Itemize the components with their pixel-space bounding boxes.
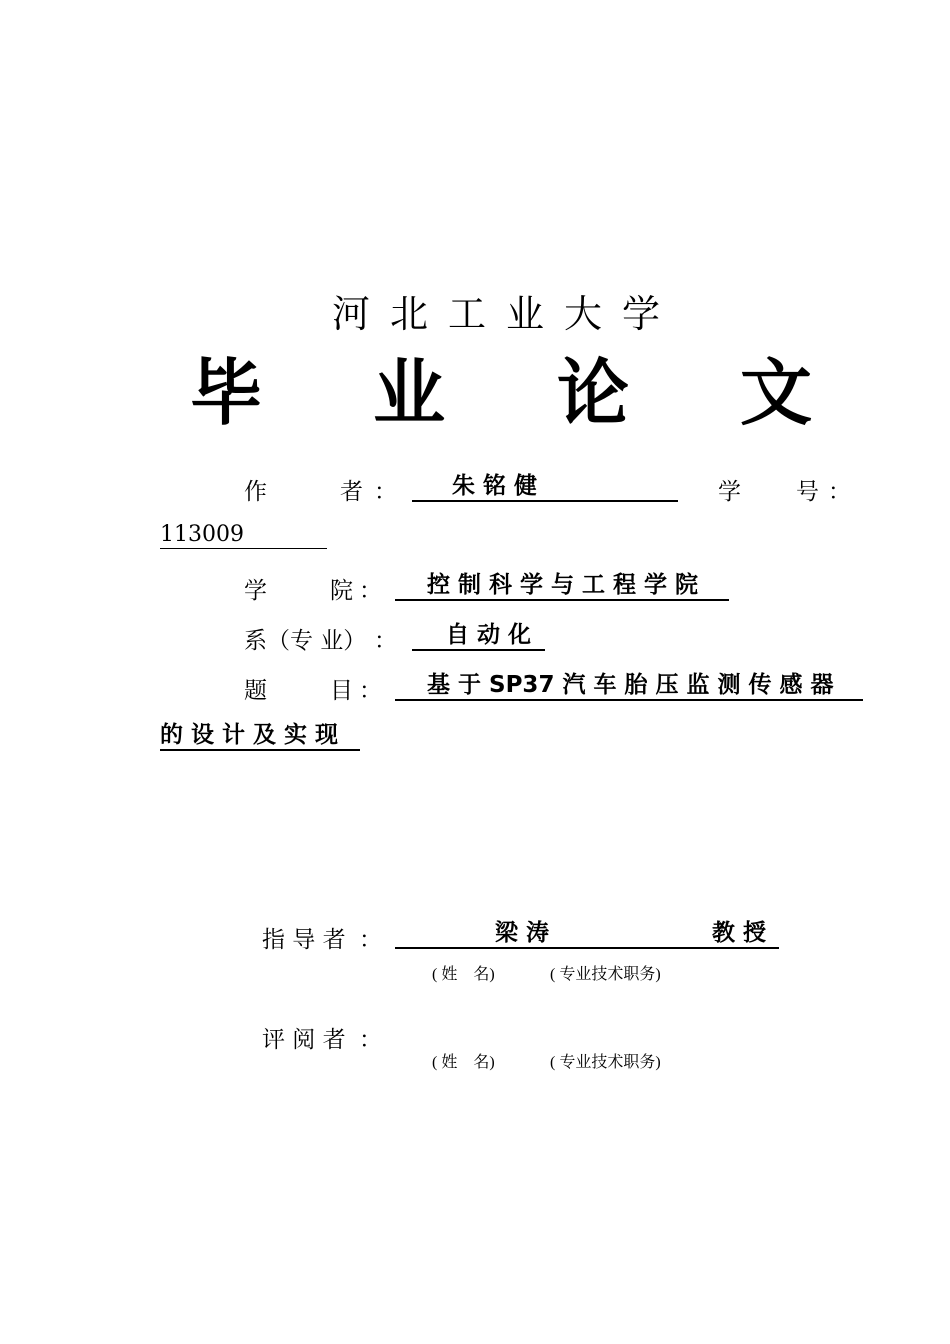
author-value: 朱 铭 健 bbox=[412, 472, 678, 502]
college-colon: ： bbox=[359, 578, 382, 604]
advisor-title: 教 授 bbox=[712, 920, 767, 946]
advisor-label: 指 导 者 bbox=[262, 927, 346, 953]
reviewer-name-hint: ( 姓 名) bbox=[432, 1054, 495, 1071]
author-colon: ： bbox=[374, 479, 397, 505]
title-char-2: 业 bbox=[373, 351, 446, 435]
topic-label-b: 目 bbox=[330, 678, 353, 704]
college-label-b: 院 bbox=[330, 578, 353, 604]
student-id-label-b: 号 bbox=[796, 479, 819, 505]
major-label: 系（专 业） bbox=[244, 628, 367, 654]
student-id-value: 113009 bbox=[160, 522, 327, 549]
advisor-name: 梁 涛 bbox=[495, 920, 550, 946]
topic-label-a: 题 bbox=[244, 678, 267, 704]
title-char-4: 文 bbox=[740, 351, 813, 435]
topic-value-line1: 基 于 SP37 汽 车 胎 压 监 测 传 感 器 bbox=[395, 671, 863, 701]
title-char-3: 论 bbox=[557, 351, 630, 435]
advisor-colon: ： bbox=[359, 927, 382, 953]
reviewer-label: 评 阅 者 bbox=[262, 1027, 346, 1053]
reviewer-colon: ： bbox=[359, 1027, 382, 1053]
author-label-b: 者 bbox=[340, 479, 363, 505]
topic-colon: ： bbox=[359, 678, 382, 704]
topic-value-line2: 的 设 计 及 实 现 bbox=[160, 721, 360, 751]
author-label-a: 作 bbox=[244, 479, 267, 505]
student-id-colon: ： bbox=[828, 479, 851, 505]
advisor-title-hint: ( 专业技术职务) bbox=[550, 966, 661, 983]
student-id-label-a: 学 bbox=[718, 479, 741, 505]
major-value: 自 动 化 bbox=[412, 621, 545, 651]
college-value: 控 制 科 学 与 工 程 学 院 bbox=[395, 571, 729, 601]
advisor-name-hint: ( 姓 名) bbox=[432, 966, 495, 983]
reviewer-title-hint: ( 专业技术职务) bbox=[550, 1054, 661, 1071]
university-name: 河北工业大学 bbox=[331, 292, 680, 336]
major-colon: ： bbox=[374, 628, 397, 654]
title-char-1: 毕 bbox=[190, 351, 263, 435]
advisor-line bbox=[395, 919, 779, 949]
college-label-a: 学 bbox=[244, 578, 267, 604]
